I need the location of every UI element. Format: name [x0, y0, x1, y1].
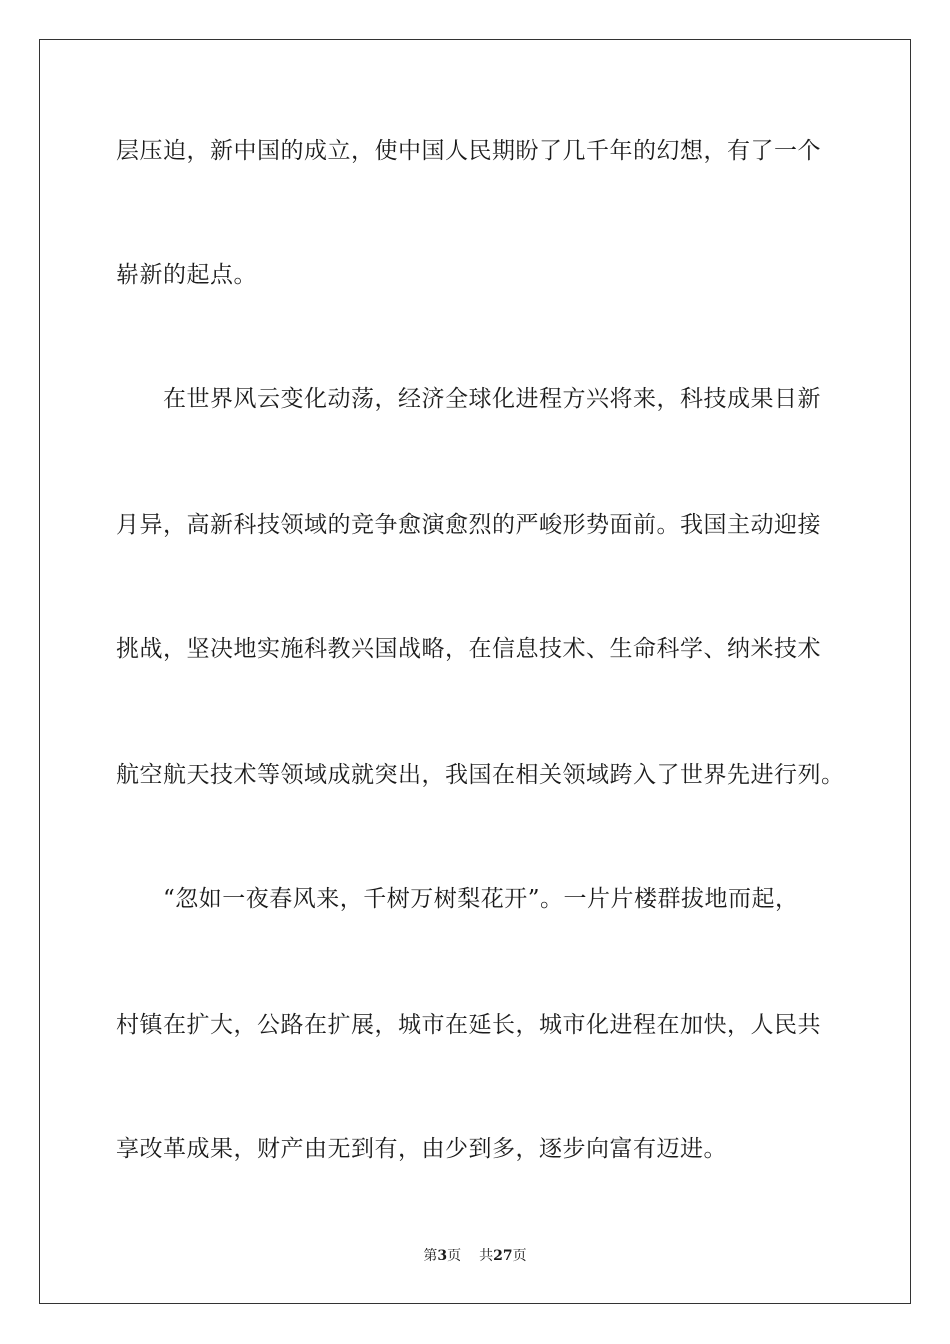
text-line-7: “忽如一夜春风来，千树万树梨花开”。一片片楼群拔地而起， [116, 886, 799, 912]
page-border [39, 39, 911, 1304]
text-line-8: 村镇在扩大，公路在扩展，城市在延长，城市化进程在加快，人民共 [116, 1012, 821, 1038]
text-line-4: 月异，高新科技领域的竞争愈演愈烈的严峻形势面前。我国主动迎接 [116, 512, 821, 538]
text-line-6: 航空航天技术等领域成就突出，我国在相关领域跨入了世界先进行列。 [116, 762, 845, 788]
text-line-3: 在世界风云变化动荡，经济全球化进程方兴将来，科技成果日新 [116, 386, 821, 412]
text-line-1: 层压迫，新中国的成立，使中国人民期盼了几千年的幻想，有了一个 [116, 138, 821, 164]
text-line-9: 享改革成果，财产由无到有，由少到多，逐步向富有迈进。 [116, 1136, 727, 1162]
text-line-5: 挑战，坚决地实施科教兴国战略，在信息技术、生命科学、纳米技术 [116, 636, 821, 662]
page-suffix: 页 [447, 1248, 462, 1264]
total-suffix: 页 [512, 1248, 527, 1264]
page-number: 3 [437, 1248, 448, 1264]
total-prefix: 共 [479, 1248, 494, 1264]
page-prefix: 第 [423, 1248, 438, 1264]
text-line-2: 崭新的起点。 [116, 262, 257, 288]
total-pages: 27 [493, 1248, 513, 1264]
page-footer [0, 1247, 950, 1265]
